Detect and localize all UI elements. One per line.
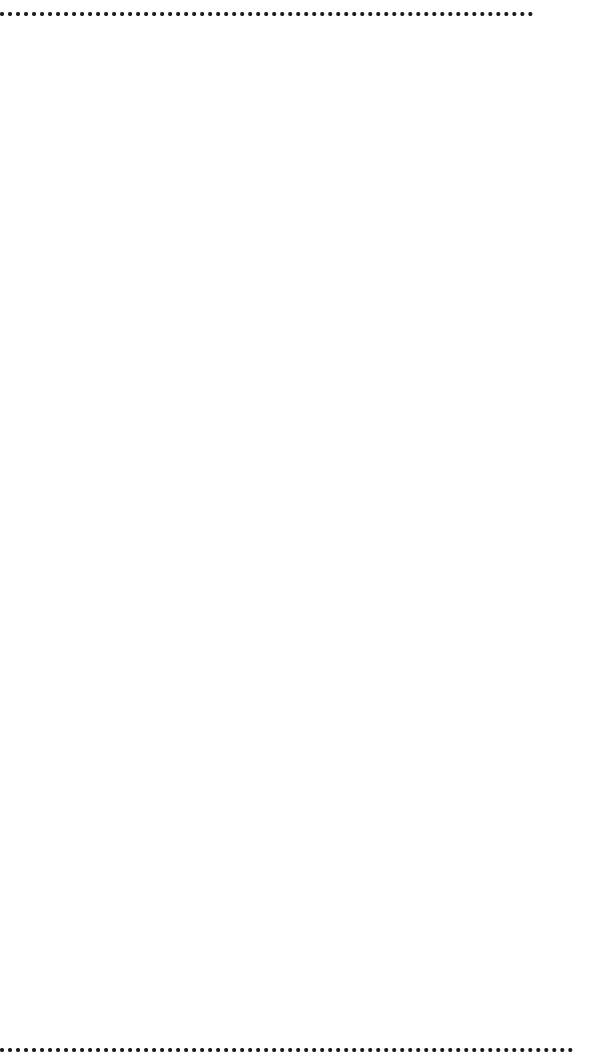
footer-dotted-rule <box>0 1048 573 1052</box>
header-dotted-rule <box>0 12 533 16</box>
